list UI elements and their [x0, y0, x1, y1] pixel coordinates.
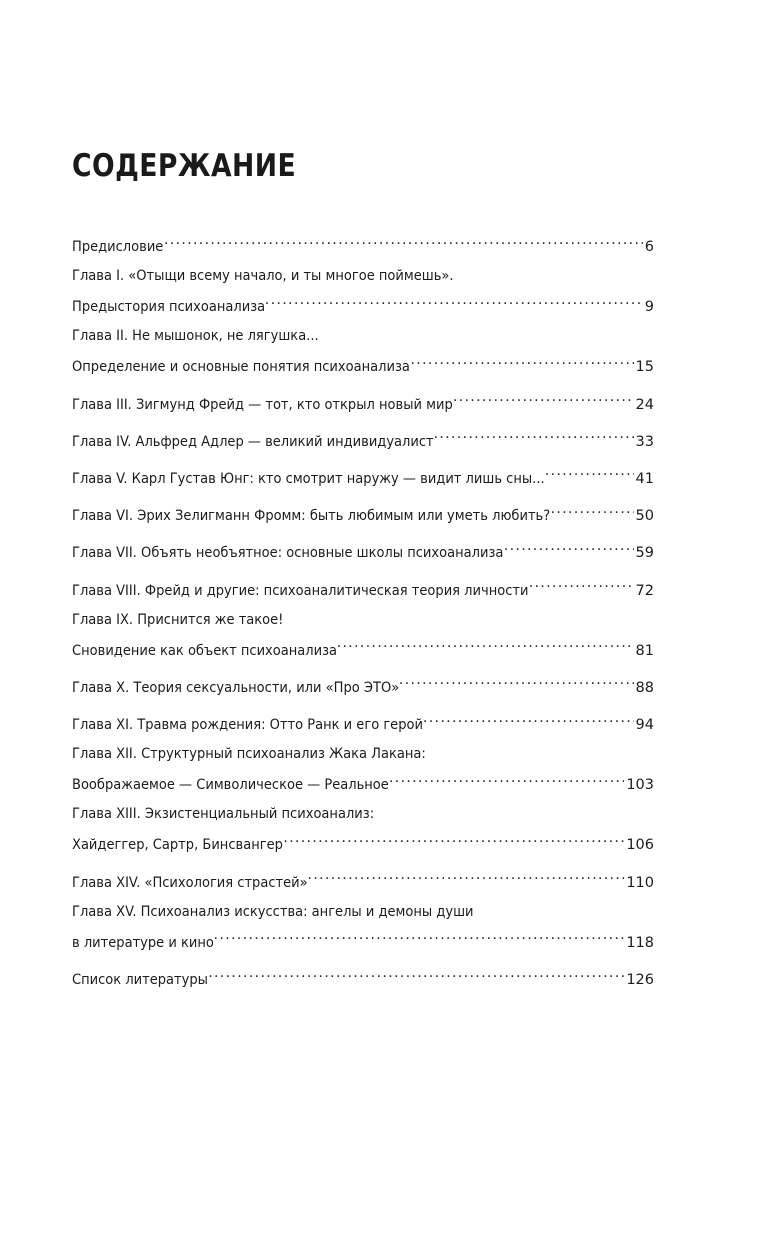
toc-entry: [72, 265, 654, 316]
toc-page-number: 106: [626, 837, 654, 854]
toc-page-number: 50: [635, 508, 654, 525]
toc-entry-text: Предыстория психоанализа: [72, 299, 266, 316]
toc-entry: [72, 386, 654, 413]
toc-entry-text: Глава XII. Структурный психоанализ Жака Лакана:: [72, 746, 426, 763]
toc-entry-line-with-page: [72, 961, 654, 988]
dot-leader: [504, 534, 634, 557]
toc-entry-text: Хайдеггер, Сартр, Бинсвангер: [72, 837, 283, 854]
toc-entry-line-with-page: [72, 572, 654, 599]
toc-entry-text: Глава XV. Психоанализ искусства: ангелы и демоны души: [72, 903, 474, 920]
toc-page-number: 59: [635, 545, 654, 562]
toc-entry-text: Глава III. Зигмунд Фрейд — тот, кто открыл новый мир: [72, 396, 453, 413]
toc-entry-line-with-page: [72, 766, 654, 794]
toc-entry: [72, 961, 654, 988]
toc-entry-line-with-page: [72, 423, 654, 450]
toc-entry-text: Определение и основные понятия психоанализа: [72, 359, 410, 376]
dot-leader: [529, 572, 634, 595]
dot-leader: [214, 924, 625, 947]
toc-page-number: 41: [635, 470, 654, 487]
toc-entry-line-with-page: [72, 706, 654, 734]
toc-entry: [72, 901, 654, 951]
toc-entry: [72, 572, 654, 599]
toc-entry-text: Воображаемое — Символическое — Реальное: [72, 777, 389, 794]
toc-entry-text: Сновидение как объект психоанализа: [72, 642, 338, 659]
toc-entry-text: Глава I. «Отыщи всему начало, и ты многое поймешь».: [72, 268, 454, 285]
toc-entry-text: Глава XIII. Экзистенциальный психоанализ:: [72, 806, 375, 823]
toc-entry-line-with-page: [72, 497, 654, 525]
toc-page-number: 72: [635, 582, 654, 599]
dot-leader: [208, 961, 624, 984]
toc-page-number: 24: [635, 396, 654, 413]
toc-entry: [72, 669, 654, 696]
toc-entry-line: [72, 743, 654, 766]
toc-entry: [72, 325, 654, 376]
dot-leader: [265, 288, 643, 311]
toc-page-number: 9: [644, 299, 654, 316]
dot-leader: [283, 826, 624, 849]
toc-page-number: 88: [635, 679, 654, 696]
toc-page-number: 94: [635, 717, 654, 734]
toc-entry-line-with-page: [72, 826, 654, 854]
toc-entry-line-with-page: [72, 669, 654, 696]
dot-leader: [453, 386, 634, 409]
toc-entry-line-with-page: [72, 924, 654, 951]
toc-page-number: 15: [635, 359, 654, 376]
toc-page-number: 103: [626, 777, 654, 794]
toc-entry-text: в литературе и кино: [72, 934, 214, 951]
toc-entry: [72, 534, 654, 562]
toc-entry-line-with-page: [72, 228, 654, 255]
toc-entry-line-with-page: [72, 460, 654, 487]
toc-entry-line: [72, 803, 654, 826]
toc-entry-text: Глава VI. Эрих Зелигманн Фромм: быть любимым или уметь любить?: [72, 508, 551, 525]
dot-leader: [164, 228, 643, 251]
dot-leader: [307, 864, 624, 887]
toc-entry-text: Предисловие: [72, 239, 164, 255]
toc-entry-text: Глава IV. Альфред Адлер — великий индивидуалист: [72, 433, 434, 450]
toc-entry-text: Глава IX. Приснится же такое!: [72, 611, 284, 628]
toc-entry: [72, 803, 654, 854]
toc-entry: [72, 609, 654, 659]
toc-entry-line-with-page: [72, 632, 654, 659]
dot-leader: [337, 632, 634, 655]
dot-leader: [433, 423, 633, 446]
toc-page-number: 6: [644, 239, 654, 255]
toc-entry-text: Глава X. Теория сексуальности, или «Про ЭТО»: [72, 679, 400, 696]
dot-leader: [551, 497, 634, 520]
toc-entry-line: [72, 609, 654, 632]
toc-page-number: 33: [635, 433, 654, 450]
toc-entry-text: Список литературы: [72, 972, 208, 988]
toc-page-number: 126: [626, 972, 654, 988]
toc-entry-line-with-page: [72, 534, 654, 562]
toc-entry-line: [72, 901, 654, 924]
toc-entry-line-with-page: [72, 864, 654, 891]
dot-leader: [410, 348, 633, 371]
toc-entry-text: Глава VIII. Фрейд и другие: психоаналитическая теория личности: [72, 582, 529, 599]
toc-entry-line-with-page: [72, 348, 654, 376]
toc-entry-text: Глава V. Карл Густав Юнг: кто смотрит наружу — видит лишь сны...: [72, 470, 545, 487]
toc-entry-text: Глава XIV. «Психология страстей»: [72, 874, 308, 891]
dot-leader: [399, 669, 634, 692]
toc-entry: [72, 460, 654, 487]
toc-page-number: 118: [626, 934, 654, 951]
toc-entry: [72, 228, 654, 255]
toc-entry-text: Глава II. Не мышонок, не лягушка...: [72, 328, 319, 345]
dot-leader: [389, 766, 624, 789]
toc-entry: [72, 864, 654, 891]
toc-page-number: 110: [626, 874, 654, 891]
dot-leader: [423, 706, 634, 729]
dot-leader: [545, 460, 634, 483]
page-title: СОДЕРЖАНИЕ: [72, 148, 297, 184]
toc-entry-line-with-page: [72, 288, 654, 316]
toc-entry: [72, 706, 654, 734]
toc-entry-line: [72, 265, 654, 288]
toc-entry: [72, 497, 654, 525]
table-of-contents: [72, 228, 654, 998]
toc-entry-text: Глава VII. Объять необъятное: основные школы психоанализа: [72, 545, 504, 562]
toc-entry-text: Глава XI. Травма рождения: Отто Ранк и его герой: [72, 717, 423, 734]
toc-entry: [72, 743, 654, 794]
toc-entry-line-with-page: [72, 386, 654, 413]
toc-entry-line: [72, 325, 654, 348]
toc-entry: [72, 423, 654, 450]
toc-page-number: 81: [635, 642, 654, 659]
